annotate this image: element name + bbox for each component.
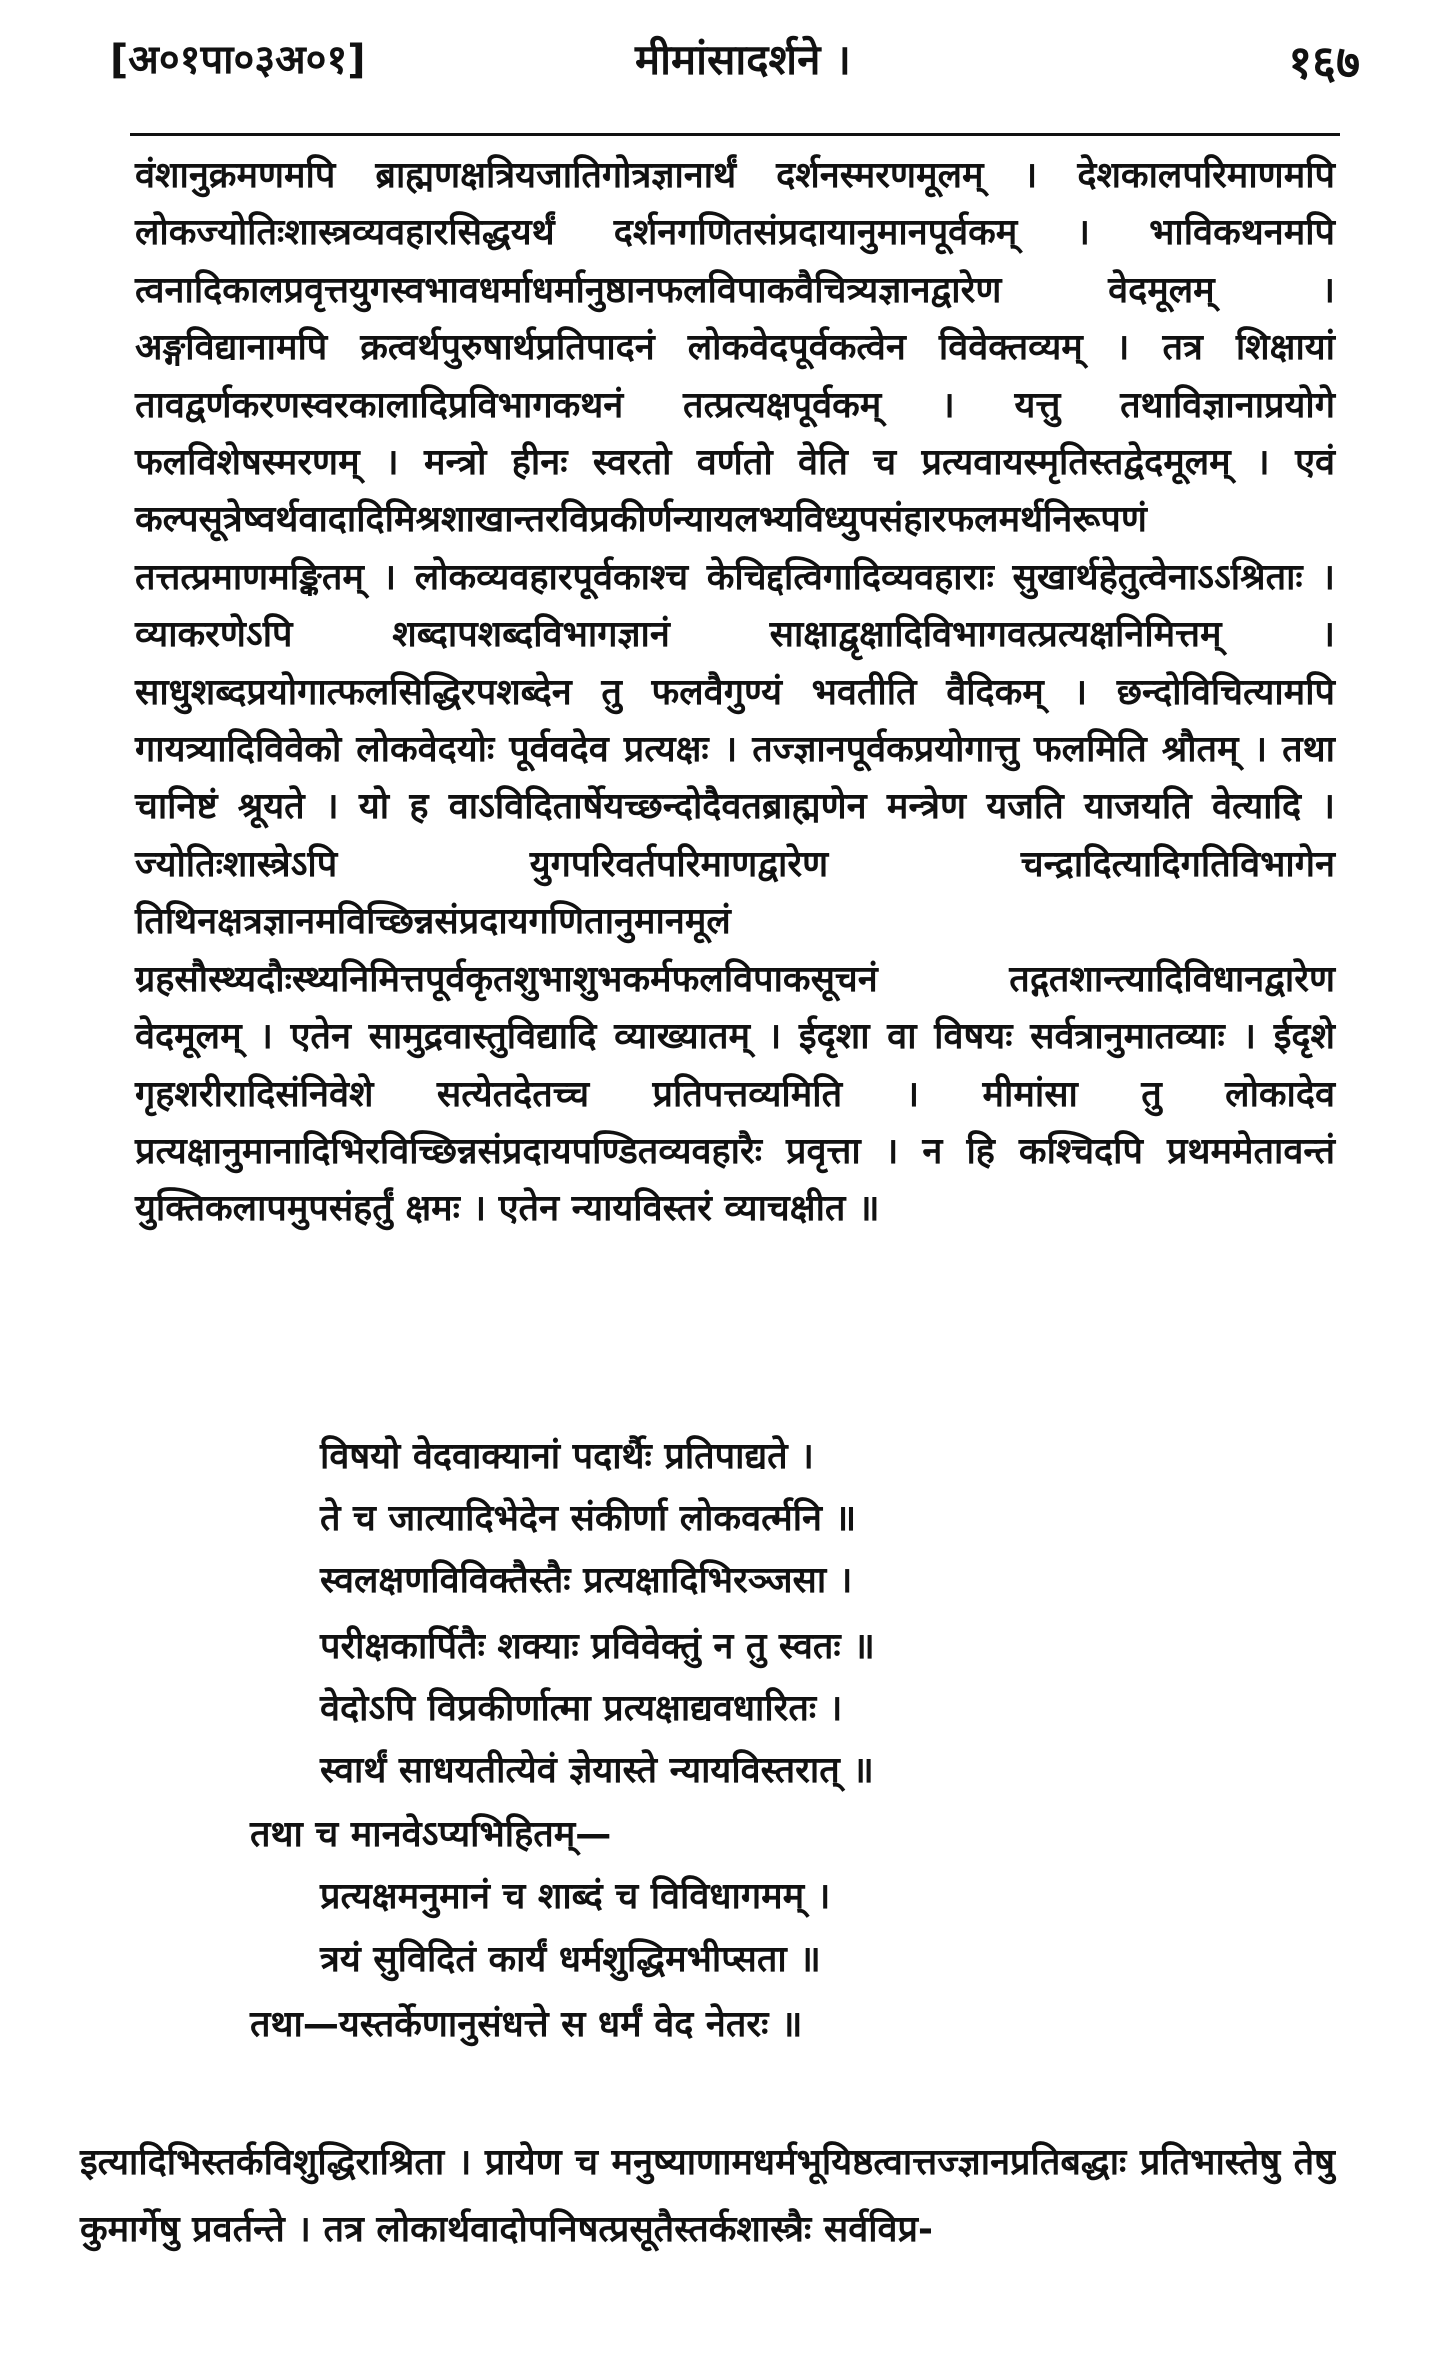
commentary-paragraph: वंशानुक्रमणमपि ब्राह्मणक्षत्रियजातिगोत्रज्ञानार्थं दर्शनस्मरणमूलम् । देशकालपरिमाणमपि लोकज्योतिःशास्त्रव्यवहारसिद्धयर्थं दर्शनगणितसंप्रदायानुमानपूर्वकम् । भाविकथनमपि त्वनादिकालप्रवृत्तयुगस्वभावधर्माधर्मानुष्ठानफलविपाकवैचित्र्यज्ञानद्वारेण वेदमूलम् । अङ्गविद्यानामपि क्रत्वर्थपुरुषार्थप्रतिपादनं लोकवेदपूर्वकत्वेन विवेक्तव्यम् । तत्र शिक्षायां तावद्वर्णकरणस्वरकालादिप्रविभागकथनं तत्प्रत्यक्षपूर्वकम् । यत्तु तथाविज्ञानाप्रयोगे फलविशेषस्मरणम् । मन्त्रो हीनः स्वरतो वर्णतो वेति च प्रत्यवायस्मृतिस्तद्वेदमूलम् । एवं कल्पसूत्रेष्वर्थवादादिमिश्रशाखान्तरविप्रकीर्णन्यायलभ्यविध्युपसंहारफलमर्थनिरूपणं तत्तत्प्रमाणमङ्कितम् । लोकव्यवहारपूर्वकाश्च केचिद्दत्विगादिव्यवहाराः सुखार्थहेतुत्वेनाऽऽश्रिताः । व्याकरणेऽपि शब्दापशब्दविभागज्ञानं साक्षाद्वृक्षादिविभागवत्प्रत्यक्षनिमित्तम् । साधुशब्दप्रयोगात्फलसिद्धिरपशब्देन तु फलवैगुण्यं भवतीति वैदिकम् । छन्दोविचित्यामपि गायत्र्यादिविवेको लोकवेदयोः पूर्ववदेव प्रत्यक्षः । तज्ज्ञानपूर्वकप्रयोगात्तु फलमिति श्रौतम् । तथा चानिष्टं श्रूयते । यो ह वाऽविदितार्षेयच्छन्दोदैवतब्राह्मणेन मन्त्रेण यजति याजयति वेत्यादि । ज्योतिःशास्त्रेऽपि युगपरिवर्तपरिमाणद्वारेण चन्द्रादित्यादिगतिविभागेन तिथिनक्षत्रज्ञानमविच्छिन्नसंप्रदायगणितानुमानमूलं ग्रहसौस्थ्यदौःस्थ्यनिमित्तपूर्वकृतशुभाशुभकर्मफलविपाकसूचनं तद्गतशान्त्यादिविधानद्वारेण वेदमूलम् । एतेन सामुद्रवास्तुविद्यादि व्याख्यातम् । ईदृशा वा विषयः सर्वत्रानुमातव्याः । ईदृशे गृहशरीरादिसंनिवेशे सत्येतदेतच्च प्रतिपत्तव्यमिति । मीमांसा तु लोकादेव प्रत्यक्षानुमानादिभिरविच्छिन्नसंप्रदायपण्डितव्यवहारैः प्रवृत्ता । न हि कश्चिदपि प्रथममेतावन्तं युक्तिकलापमुपसंहर्तुं क्षमः । एतेन न्यायविस्तरं व्याचक्षीत ॥ — [135, 155, 1335, 1230]
verse-line: प्रत्यक्षमनुमानं च शाब्दं च विविधागमम् । — [320, 1876, 831, 1917]
verse-line: विषयो वेदवाक्यानां पदार्थैः प्रतिपाद्यते । — [320, 1436, 814, 1477]
closing-paragraph: इत्यादिभिस्तर्कविशुद्धिराश्रिता । प्रायेण च मनुष्याणामधर्मभूयिष्ठत्वात्तज्ज्ञानप्रतिबद्धाः प्रतिभास्तेषु तेषु कुमार्गेषु प्रवर्तन्ते । तत्र लोकार्थवादोपनिषत्प्रसूतैस्तर्कशास्त्रैः सर्वविप्र- — [80, 2142, 1335, 2250]
page-header — [110, 30, 1360, 100]
verse-intro-line: तथा च मानवेऽप्यभिहितम्— — [250, 1814, 612, 1855]
verse-line: त्रयं सुविदितं कार्यं धर्मशुद्धिमभीप्सता ॥ — [320, 1939, 821, 1980]
section-reference: [अ०१पा०३अ०१] — [110, 37, 366, 83]
page-title: मीमांसादर्शने । — [635, 35, 851, 84]
verse-line: तथा—यस्तर्केणानुसंधत्ते स धर्मं वेद नेतरः ॥ — [250, 2004, 803, 2045]
verse-line: स्वार्थं साधयतीत्येवं ज्ञेयास्ते न्यायविस्तरात् ॥ — [320, 1750, 874, 1791]
header-rule — [130, 133, 1340, 136]
verse-line: वेदोऽपि विप्रकीर्णात्मा प्रत्यक्षाद्यवधारितः । — [320, 1688, 843, 1729]
verse-line: परीक्षकार्पितैः शक्याः प्रविवेक्तुं न तु स्वतः ॥ — [320, 1626, 875, 1667]
page-number: १६७ — [1288, 35, 1360, 89]
verse-line: ते च जात्यादिभेदेन संकीर्णा लोकवर्त्मनि ॥ — [320, 1498, 857, 1539]
verse-line: स्वलक्षणविविक्तैस्तैः प्रत्यक्षादिभिरञ्जसा । — [320, 1560, 853, 1601]
